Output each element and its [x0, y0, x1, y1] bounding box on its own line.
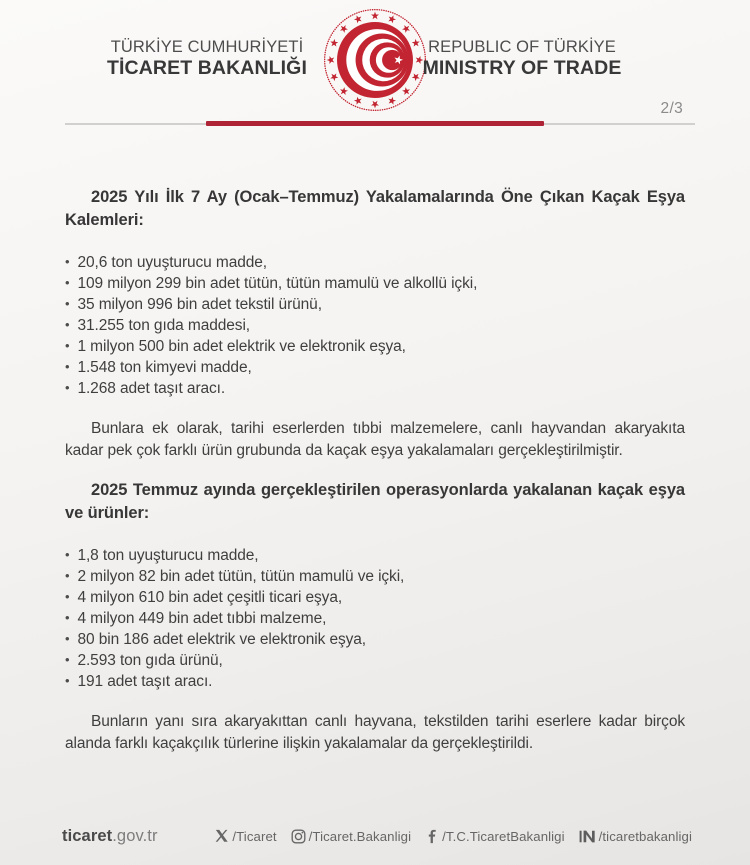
section-july-seizures — [65, 479, 685, 754]
social-x-handle: /Ticaret — [232, 828, 277, 844]
list-item — [65, 252, 685, 273]
list-item — [65, 587, 685, 608]
seizure-list-jan-jul — [65, 252, 685, 399]
list-item — [65, 273, 685, 294]
ministry-name-tr — [77, 38, 337, 80]
list-item-text: 4 milyon 610 bin adet çeşitli ticari eşya, — [77, 589, 343, 606]
section1-heading: 2025 Yılı İlk 7 Ay (Ocak–Temmuz) Yakalamalarında Öne Çıkan Kaçak Eşya Kalemleri: — [65, 188, 685, 229]
website-url-rest: .gov.tr — [112, 826, 158, 845]
list-item — [65, 629, 685, 650]
ministry-name-en-line2: MINISTRY OF TRADE — [422, 57, 622, 79]
list-item-text: 2 milyon 82 bin adet tütün, tütün mamulü ve içki, — [77, 568, 405, 585]
website-url-bold: ticaret — [62, 826, 113, 845]
list-item — [65, 608, 685, 629]
social-facebook-handle: /T.C.TicaretBakanligi — [442, 828, 565, 844]
list-item-text: 35 milyon 996 bin adet tekstil ürünü, — [77, 296, 322, 313]
list-item-text: 191 adet taşıt aracı. — [77, 673, 213, 690]
instagram-icon — [291, 829, 306, 844]
nsosyal-icon — [579, 829, 596, 844]
section2-heading: 2025 Temmuz ayında gerçekleştirilen operasyonlarda yakalanan kaçak eşya ve ürünler: — [65, 481, 685, 522]
list-item-text: 1 milyon 500 bin adet elektrik ve elektronik eşya, — [77, 338, 406, 355]
list-item — [65, 650, 685, 671]
ministry-name-tr-line2: TİCARET BAKANLIĞI — [107, 57, 307, 79]
list-item-text: 1,8 ton uyuşturucu madde, — [77, 547, 259, 564]
list-item-text: 109 milyon 299 bin adet tütün, tütün mamulü ve alkollü içki, — [77, 275, 478, 292]
paragraph-other-smuggling: Bunların yanı sıra akaryakıttan canlı hayvana, tekstilden tarihi eserlere kadar birçok alanda farklı kaçakçılık türlerine ilişkin yakalamalar da gerçekleştirildi. — [65, 713, 685, 752]
list-item-text: 1.548 ton kimyevi madde, — [77, 359, 252, 376]
list-item — [65, 294, 685, 315]
social-facebook — [425, 829, 565, 844]
x-icon — [215, 829, 229, 843]
social-nsosyal-handle: /ticaretbakanligi — [598, 828, 692, 844]
content — [65, 186, 685, 754]
ministry-name-en-line1: REPUBLIC OF TÜRKİYE — [428, 38, 616, 56]
footer — [0, 815, 750, 857]
list-item — [65, 566, 685, 587]
list-item — [65, 315, 685, 336]
header — [0, 0, 750, 135]
ministry-name-tr-line1: TÜRKİYE CUMHURİYETİ — [110, 38, 304, 56]
list-item — [65, 378, 685, 399]
social-links — [215, 829, 692, 844]
list-item-text: 4 milyon 449 bin adet tıbbi malzeme, — [77, 610, 327, 627]
header-divider — [65, 121, 695, 127]
list-item-text: 80 bin 186 adet elektrik ve elektronik eşya, — [77, 631, 367, 648]
social-instagram-handle: /Ticaret.Bakanligi — [308, 828, 412, 844]
ministry-name-en — [392, 38, 652, 80]
seizure-list-july — [65, 545, 685, 692]
list-item-text: 1.268 adet taşıt aracı. — [77, 380, 226, 397]
page-indicator: 2/3 — [660, 100, 683, 117]
list-item-text: 31.255 ton gıda maddesi, — [77, 317, 250, 334]
facebook-icon — [425, 829, 439, 844]
social-nsosyal — [579, 829, 692, 844]
social-x — [215, 829, 276, 844]
list-item — [65, 545, 685, 566]
paragraph-additional-seizures: Bunlara ek olarak, tarihi eserlerden tıbbi malzemelere, canlı hayvandan akaryakıta kadar pek çok farklı ürün grubunda da kaçak eşya yakalamaları gerçekleştirilmiştir. — [65, 420, 685, 459]
list-item — [65, 336, 685, 357]
list-item — [65, 357, 685, 378]
list-item — [65, 671, 685, 692]
divider-accent — [206, 121, 544, 126]
social-instagram — [291, 829, 411, 844]
section-jan-jul-seizures — [65, 186, 685, 461]
list-item-text: 2.593 ton gıda ürünü, — [77, 652, 223, 669]
website-url — [62, 827, 158, 846]
list-item-text: 20,6 ton uyuşturucu madde, — [77, 254, 268, 271]
